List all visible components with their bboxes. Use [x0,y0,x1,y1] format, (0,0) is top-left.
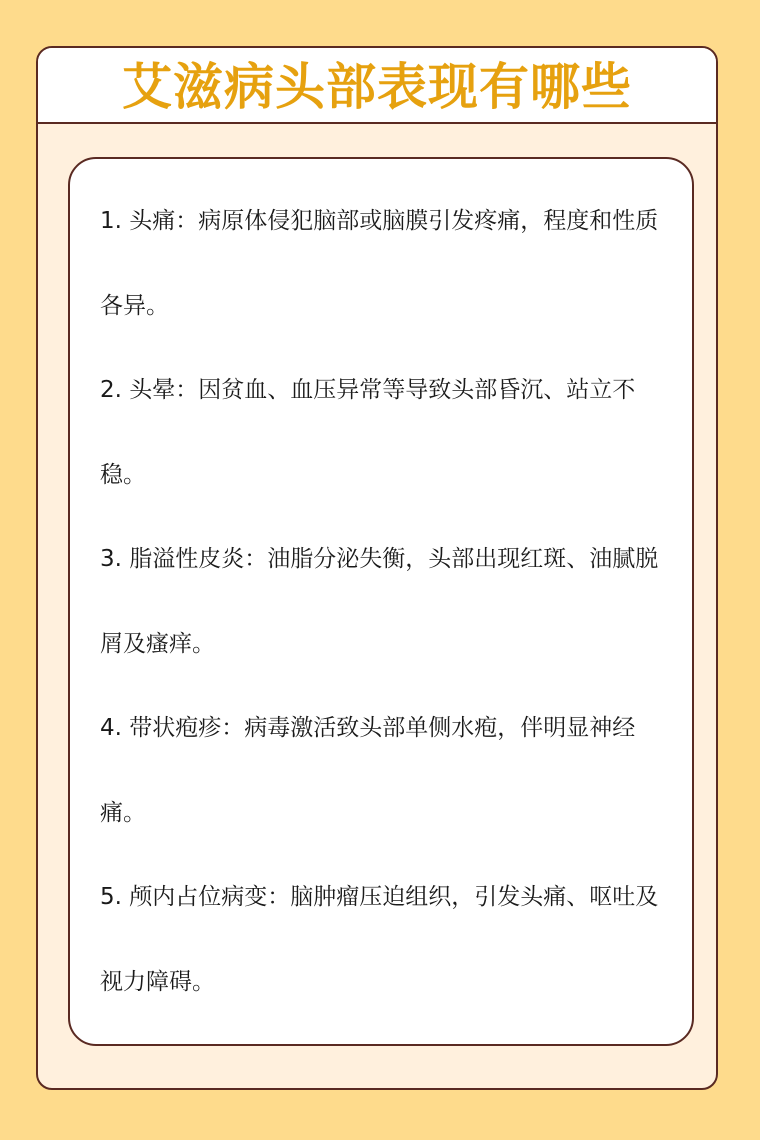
card-header [38,48,716,124]
list-item: 2. 头晕：因贫血、血压异常等导致头部昏沉、站立不稳。 [100,377,636,488]
list-item: 3. 脂溢性皮炎：油脂分泌失衡，头部出现红斑、油腻脱屑及瘙痒。 [100,546,659,657]
symptom-list [100,179,666,1024]
content-panel [68,157,694,1046]
list-item: 4. 带状疱疹：病毒激活致头部单侧水疱，伴明显神经痛。 [100,715,636,826]
list-item: 1. 头痛：病原体侵犯脑部或脑膜引发疼痛，程度和性质各异。 [100,208,659,319]
page-title: 艾滋病头部表现有哪些 [122,58,632,116]
list-item: 5. 颅内占位病变：脑肿瘤压迫组织，引发头痛、呕吐及视力障碍。 [100,884,659,995]
